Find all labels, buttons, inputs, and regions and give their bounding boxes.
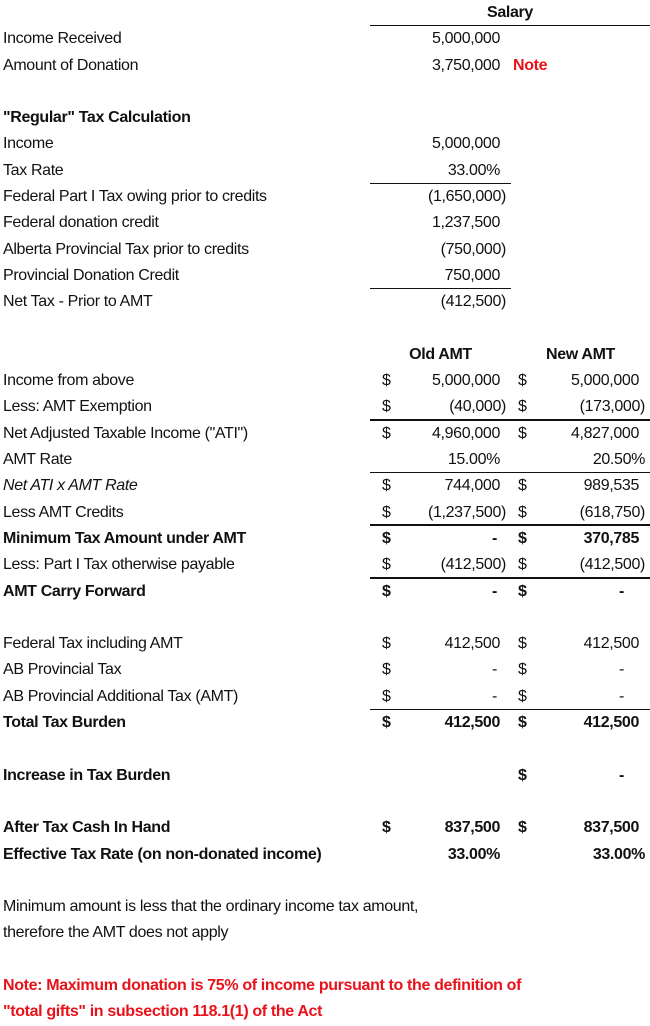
amt-label: AMT Carry Forward (3, 582, 146, 600)
burden-row-ab-provincial-tax (0, 657, 650, 683)
new-amt-value: 837,500 (583, 819, 639, 837)
new-amt-cell[interactable] (511, 394, 650, 420)
amt-label: AMT Rate (3, 451, 72, 469)
new-amt-value: - (619, 582, 624, 600)
income-received-value: 5,000,000 (431, 30, 500, 48)
dollar-sign: $ (382, 372, 391, 390)
dollar-sign: $ (518, 424, 527, 442)
regular-value: 5,000,000 (431, 135, 500, 153)
old-amt-header-cell (370, 342, 511, 368)
old-amt-cell[interactable] (370, 473, 511, 499)
increase-row (0, 763, 650, 789)
blank-row (0, 868, 650, 894)
regular-row-tax-rate (0, 158, 650, 184)
increase-value: - (619, 766, 624, 784)
blank-row (0, 316, 650, 342)
regular-value: (1,650,000) (428, 188, 506, 206)
amt-row-minimum-tax (0, 526, 650, 552)
old-amt-value: 837,500 (444, 819, 500, 837)
effective-rate-row (0, 842, 650, 868)
new-amt-value: (412,500) (579, 556, 645, 574)
regular-row-net-tax (0, 289, 650, 315)
comment-line-1: Minimum amount is less that the ordinary income tax amount, (3, 898, 419, 916)
amt-row-net-ati (0, 421, 650, 447)
dollar-sign: $ (382, 398, 391, 416)
amt-row-credits (0, 500, 650, 526)
burden-label: AB Provincial Additional Tax (AMT) (3, 687, 239, 705)
dollar-sign: $ (382, 424, 391, 442)
regular-label: Alberta Provincial Tax prior to credits (3, 240, 249, 258)
salary-header: Salary (487, 4, 533, 21)
regular-value: 1,237,500 (431, 214, 500, 232)
donation-note-flag: Note (513, 56, 548, 74)
new-amt-value: - (619, 687, 624, 705)
amount-of-donation-cell[interactable] (370, 53, 511, 79)
new-amt-value: 370,785 (583, 529, 639, 547)
regular-row-income (0, 131, 650, 157)
old-amt-cell[interactable] (370, 394, 511, 420)
regular-value-cell[interactable] (370, 237, 511, 263)
dollar-sign: $ (382, 661, 391, 679)
income-received-row (0, 26, 650, 52)
new-amt-cell[interactable] (511, 710, 650, 736)
old-amt-value: 33.00% (447, 845, 500, 863)
regular-value-cell[interactable] (370, 158, 511, 184)
blank-row (0, 79, 650, 105)
dollar-sign: $ (382, 819, 391, 837)
amt-label: Income from above (3, 372, 135, 390)
new-amt-cell[interactable] (511, 763, 650, 789)
salary-header-row (0, 0, 650, 26)
regular-value: 33.00% (447, 161, 500, 179)
old-amt-value: (412,500) (440, 556, 506, 574)
new-amt-header: New AMT (546, 345, 615, 363)
new-amt-value: (173,000) (579, 398, 645, 416)
old-amt-cell[interactable] (370, 657, 511, 683)
amt-label: Net ATI x AMT Rate (3, 477, 138, 495)
new-amt-cell[interactable] (511, 657, 650, 683)
amt-row-rate (0, 447, 650, 473)
new-amt-value: 4,827,000 (570, 424, 639, 442)
old-amt-value: 5,000,000 (431, 372, 500, 390)
old-amt-value: (40,000) (449, 398, 506, 416)
old-amt-cell[interactable] (370, 447, 511, 473)
new-amt-value: (618,750) (579, 503, 645, 521)
old-amt-cell[interactable] (370, 368, 511, 394)
old-amt-cell[interactable] (370, 421, 511, 447)
old-amt-cell[interactable] (370, 579, 511, 605)
regular-tax-title-row (0, 105, 650, 131)
dollar-sign: $ (518, 372, 527, 390)
new-amt-cell[interactable] (511, 421, 650, 447)
dollar-sign: $ (382, 477, 391, 495)
new-amt-value: 412,500 (583, 635, 639, 653)
new-amt-cell[interactable] (511, 473, 650, 499)
new-amt-value: 33.00% (592, 845, 645, 863)
regular-value-cell[interactable] (370, 210, 511, 236)
amt-header-row (0, 342, 650, 368)
new-amt-cell[interactable] (511, 368, 650, 394)
amt-label: Less: AMT Exemption (3, 398, 152, 416)
old-amt-value: (1,237,500) (428, 503, 506, 521)
regular-label: Income (3, 135, 54, 153)
old-amt-value: - (492, 661, 497, 679)
regular-value-cell[interactable] (370, 263, 511, 289)
burden-row-ab-additional-tax (0, 684, 650, 710)
dollar-sign: $ (518, 477, 527, 495)
regular-value: 750,000 (444, 266, 500, 284)
amt-label: Less AMT Credits (3, 503, 124, 521)
income-received-cell[interactable] (370, 26, 511, 52)
dollar-sign: $ (382, 714, 391, 732)
amt-label: Net Adjusted Taxable Income ("ATI") (3, 424, 248, 442)
comment-row (0, 920, 650, 946)
new-amt-cell[interactable] (511, 552, 650, 578)
amount-of-donation-row (0, 53, 650, 79)
old-amt-cell[interactable] (370, 684, 511, 710)
new-amt-cell[interactable] (511, 684, 650, 710)
old-amt-value: 412,500 (444, 635, 500, 653)
regular-row-federal-donation-credit (0, 210, 650, 236)
old-amt-value: - (492, 687, 497, 705)
footnote-row (0, 999, 650, 1025)
blank-row (0, 605, 650, 631)
regular-label: Provincial Donation Credit (3, 266, 179, 284)
regular-value-cell[interactable] (370, 184, 511, 210)
comment-line-2: therefore the AMT does not apply (3, 924, 229, 942)
increase-label: Increase in Tax Burden (3, 766, 171, 784)
new-amt-cell[interactable] (511, 500, 650, 526)
dollar-sign: $ (382, 635, 391, 653)
old-amt-value: 744,000 (444, 477, 500, 495)
dollar-sign: $ (518, 529, 527, 547)
new-amt-cell[interactable] (511, 815, 650, 841)
footnote-line-2: "total gifts" in subsection 118.1(1) of the Act (3, 1003, 323, 1021)
blank-row (0, 947, 650, 973)
amt-row-income-from-above (0, 368, 650, 394)
burden-row-total (0, 710, 650, 736)
new-amt-value: 989,535 (583, 477, 639, 495)
after-tax-label: After Tax Cash In Hand (3, 819, 171, 837)
regular-value: (412,500) (440, 293, 506, 311)
dollar-sign: $ (518, 819, 527, 837)
dollar-sign: $ (382, 582, 391, 600)
old-amt-cell[interactable] (370, 631, 511, 657)
burden-label: AB Provincial Tax (3, 661, 122, 679)
new-amt-value: 5,000,000 (570, 372, 639, 390)
old-amt-header: Old AMT (409, 345, 472, 363)
old-amt-cell[interactable] (370, 552, 511, 578)
old-amt-value: - (492, 529, 497, 547)
regular-row-provincial-donation-credit (0, 263, 650, 289)
dollar-sign: $ (518, 766, 527, 784)
blank-row (0, 789, 650, 815)
dollar-sign: $ (518, 503, 527, 521)
burden-row-federal-tax (0, 631, 650, 657)
dollar-sign: $ (382, 529, 391, 547)
regular-row-alberta-tax (0, 237, 650, 263)
new-amt-cell[interactable] (511, 579, 650, 605)
dollar-sign: $ (518, 687, 527, 705)
dollar-sign: $ (518, 714, 527, 732)
dollar-sign: $ (518, 398, 527, 416)
dollar-sign: $ (518, 582, 527, 600)
old-amt-cell[interactable] (370, 842, 511, 868)
after-tax-row (0, 815, 650, 841)
amt-row-exemption (0, 394, 650, 420)
new-amt-cell[interactable] (511, 526, 650, 552)
salary-header-cell (370, 0, 650, 26)
new-amt-value: 412,500 (583, 714, 639, 732)
new-amt-cell[interactable] (511, 631, 650, 657)
old-amt-value: 15.00% (447, 451, 500, 469)
regular-label: Federal donation credit (3, 214, 159, 232)
old-amt-value: 412,500 (444, 714, 500, 732)
regular-value: (750,000) (440, 240, 506, 258)
dollar-sign: $ (382, 556, 391, 574)
footnote-line-1: Note: Maximum donation is 75% of income pursuant to the definition of (3, 976, 522, 994)
burden-label: Federal Tax including AMT (3, 635, 183, 653)
amount-of-donation-label: Amount of Donation (3, 56, 139, 74)
old-amt-cell[interactable] (370, 710, 511, 736)
amt-row-net-ati-x-rate (0, 473, 650, 499)
old-amt-value: - (492, 582, 497, 600)
regular-value-cell[interactable] (370, 131, 511, 157)
old-amt-value: 4,960,000 (431, 424, 500, 442)
dollar-sign: $ (382, 687, 391, 705)
regular-row-federal-part-i (0, 184, 650, 210)
regular-label: Tax Rate (3, 161, 64, 179)
income-received-label: Income Received (3, 30, 122, 48)
burden-label: Total Tax Burden (3, 714, 126, 732)
old-amt-cell[interactable] (370, 526, 511, 552)
amt-label: Less: Part I Tax otherwise payable (3, 556, 235, 574)
amt-label: Minimum Tax Amount under AMT (3, 529, 246, 547)
regular-label: Federal Part I Tax owing prior to credits (3, 188, 267, 206)
footnote-row (0, 973, 650, 999)
dollar-sign: $ (518, 635, 527, 653)
effective-rate-label: Effective Tax Rate (on non-donated income) (3, 845, 322, 863)
amt-row-part-i-payable (0, 552, 650, 578)
dollar-sign: $ (518, 556, 527, 574)
old-amt-cell[interactable] (370, 500, 511, 526)
new-amt-cell[interactable] (511, 842, 650, 868)
old-amt-cell[interactable] (370, 815, 511, 841)
comment-row (0, 894, 650, 920)
blank-row (0, 736, 650, 762)
new-amt-value: 20.50% (592, 451, 645, 469)
amt-row-carry-forward (0, 579, 650, 605)
regular-tax-title: "Regular" Tax Calculation (3, 109, 191, 127)
new-amt-value: - (619, 661, 624, 679)
amount-of-donation-value: 3,750,000 (431, 56, 500, 74)
regular-value-cell[interactable] (370, 289, 511, 315)
dollar-sign: $ (518, 661, 527, 679)
regular-label: Net Tax - Prior to AMT (3, 293, 153, 311)
new-amt-header-cell (511, 342, 650, 368)
new-amt-cell[interactable] (511, 447, 650, 473)
dollar-sign: $ (382, 503, 391, 521)
